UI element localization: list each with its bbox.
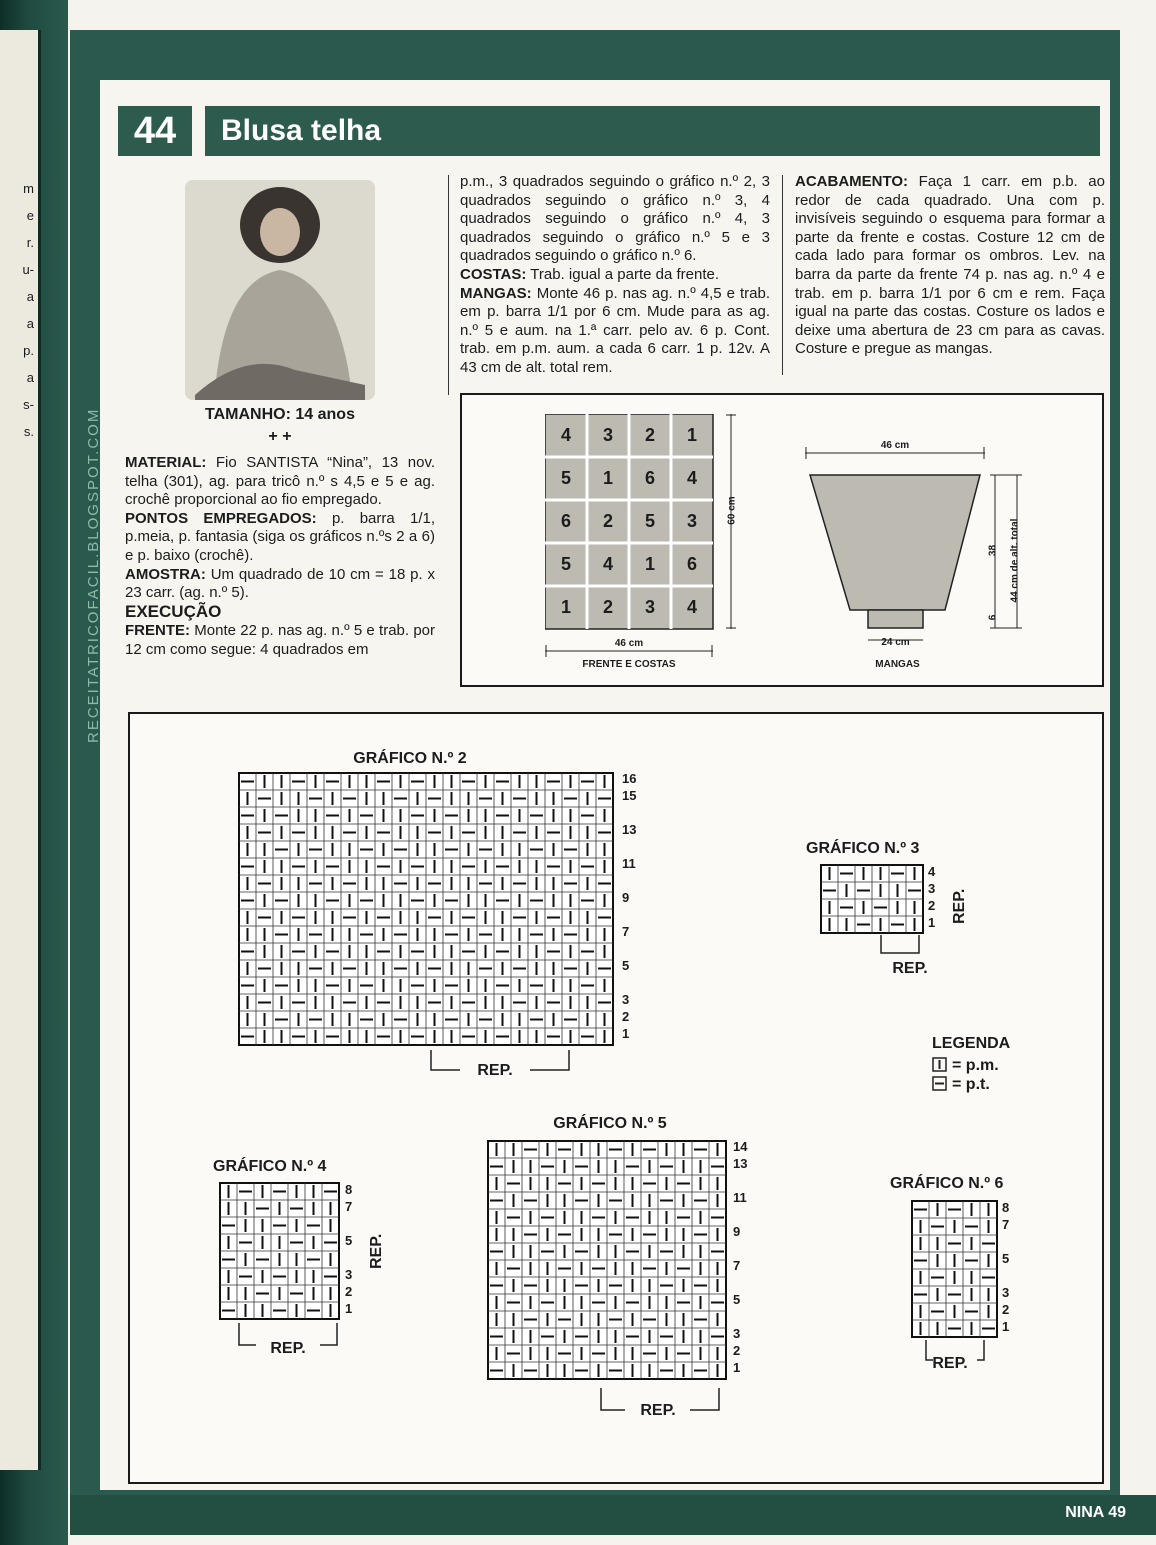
mangas-heading: MANGAS: — [460, 284, 532, 302]
chart-5-row-numbers — [733, 1138, 763, 1388]
chart-5-title: GRÁFICO N.º 5 — [553, 1115, 667, 1132]
front-square-number: 2 — [602, 511, 613, 531]
column-divider — [448, 175, 449, 395]
front-square-number: 4 — [686, 597, 697, 617]
chart-row-number: 7 — [622, 924, 630, 939]
chart-row-number: 3 — [1002, 1285, 1010, 1300]
material-text: Fio SANTISTA “Nina”, 13 nov. telha (301), ag. para tricô n.º s 4,5 e 5 e ag. crochê proporcional ao fio empregado. — [125, 454, 436, 509]
chart-3-row-numbers — [928, 863, 944, 933]
size-line: TAMANHO: 14 anos — [205, 406, 355, 423]
chart-row-number: 5 — [345, 1233, 353, 1248]
chart-row-number: 1 — [928, 915, 936, 930]
page-number: NINA 49 — [1065, 1504, 1126, 1521]
front-height-label: 60 cm — [726, 496, 738, 525]
chart-row-number: 16 — [622, 771, 637, 786]
front-square-number: 4 — [560, 425, 571, 445]
chart-row-number: 13 — [733, 1156, 748, 1171]
chart-5-rep-bracket — [600, 1388, 720, 1416]
front-square-number: 1 — [686, 425, 697, 445]
prev-letter: a — [26, 370, 34, 385]
chart-6-title: GRÁFICO N.º 6 — [890, 1175, 1004, 1192]
frente-text: Monte 22 p. nas ag. n.º 5 e trab. por 12 cm como segue: 4 quadrados em — [125, 622, 436, 658]
watermark: RECEITATRICOFACIL.BLOGSPOT.COM — [85, 407, 102, 743]
front-square-number: 1 — [602, 468, 613, 488]
amostra-text: Um quadrado de 10 cm = 18 p. x 23 carr. (ag. n.º 5). — [125, 565, 435, 602]
front-square-number: 2 — [602, 597, 613, 617]
front-square-number: 3 — [644, 597, 655, 617]
chart-row-number: 7 — [345, 1199, 353, 1214]
chart-row-number: 4 — [928, 864, 936, 879]
pontos-text: p. barra 1/1, p.meia, p. fantasia (siga os gráficos n.ºs 2 a 6) e p. baixo (crochê). — [125, 509, 435, 564]
sleeve-total-label: 44 cm de alt. total — [1009, 518, 1021, 603]
prev-letter: a — [26, 289, 34, 304]
chart-row-number: 3 — [733, 1326, 741, 1341]
chart-6-rep-bracket — [925, 1340, 985, 1366]
prev-letter: r. — [26, 235, 34, 250]
model-photo — [185, 180, 375, 400]
chart-row-number: 2 — [928, 898, 936, 913]
pontos-heading: PONTOS EMPREGADOS: — [125, 509, 317, 527]
frente-continued: p.m., 3 quadrados seguindo o gráfico n.º 2, 3 quadrados seguindo o gráfico n.º 3, 4 quadrados seguindo o gráfico n.º 4, 3 quadrados seguindo o gráfico n.º 5 e 3 quadrados seguindo o gráfico n.º 6. — [460, 173, 770, 265]
front-square-number: 1 — [644, 554, 655, 574]
amostra-heading: AMOSTRA: — [125, 565, 206, 583]
chart-row-number: 7 — [1002, 1217, 1010, 1232]
chart-row-number: 9 — [733, 1224, 741, 1239]
front-square-number: 5 — [560, 554, 571, 574]
chart-6-rep: REP. — [932, 1355, 968, 1372]
front-width-label: 46 cm — [614, 638, 644, 649]
material-heading: MATERIAL: — [125, 454, 207, 471]
chart-row-number: 8 — [345, 1182, 353, 1197]
front-square-number: 5 — [560, 468, 571, 488]
project-number: 44 — [118, 106, 192, 156]
execucao-heading: EXECUÇÃO — [125, 601, 222, 621]
chart-4-row-numbers — [345, 1181, 361, 1321]
front-square-number: 6 — [644, 468, 655, 488]
chart-row-number: 5 — [1002, 1251, 1010, 1266]
frente-heading: FRENTE: — [125, 622, 190, 640]
chart-row-number: 2 — [622, 1009, 630, 1024]
costas-heading: COSTAS: — [460, 265, 527, 283]
front-back-schematic — [545, 414, 725, 634]
legend — [932, 1057, 1062, 1097]
instructions-column-3 — [795, 173, 1105, 359]
chart-row-number: 11 — [622, 856, 636, 871]
chart-row-number: 3 — [622, 992, 630, 1007]
chart-2-rep-bracket — [430, 1050, 570, 1075]
chart-6-grid — [911, 1200, 998, 1343]
chart-row-number: 1 — [622, 1026, 630, 1041]
front-square-number: 1 — [560, 597, 571, 617]
chart-row-number: 1 — [733, 1360, 741, 1375]
chart-3-grid — [820, 864, 924, 939]
front-square-number: 5 — [644, 511, 655, 531]
front-square-number: 3 — [686, 511, 697, 531]
front-square-number: 6 — [686, 554, 697, 574]
acabamento-heading: ACABAMENTO: — [795, 173, 909, 190]
chart-row-number: 2 — [1002, 1302, 1010, 1317]
front-square-number: 3 — [602, 425, 613, 445]
chart-row-number: 15 — [622, 788, 637, 803]
chart-row-number: 5 — [733, 1292, 741, 1307]
chart-row-number: 9 — [622, 890, 630, 905]
prev-letter: a — [26, 316, 34, 331]
chart-6-row-numbers — [1002, 1199, 1018, 1339]
chart-5-rep: REP. — [640, 1402, 676, 1419]
chart-3-title: GRÁFICO N.º 3 — [806, 840, 920, 857]
front-caption: FRENTE E COSTAS — [582, 659, 676, 670]
sleeve-38-label: 38 — [987, 544, 999, 557]
chart-row-number: 2 — [345, 1284, 353, 1299]
chart-row-number: 1 — [345, 1301, 353, 1316]
prev-letter: s. — [23, 424, 34, 439]
chart-row-number: 13 — [622, 822, 637, 837]
page-footer — [70, 1495, 1156, 1535]
chart-2-grid — [238, 772, 614, 1051]
page-title: Blusa telha — [205, 106, 1100, 156]
chart-4-rep-side: REP. — [368, 1233, 385, 1269]
prev-letter: e — [26, 208, 34, 223]
sleeve-top-label: 46 cm — [880, 440, 910, 451]
sleeve-bottom-label: 24 cm — [881, 637, 910, 648]
chart-2-row-numbers — [622, 770, 652, 1050]
costas-text: Trab. igual a parte da frente. — [530, 265, 720, 283]
chart-2-rep: REP. — [477, 1062, 513, 1079]
acabamento-text: Faça 1 carr. em p.b. ao redor de cada quadrado. Una com p. invisíveis seguindo o esquema para formar a parte da frente e costas. Costure 12 cm de cada lado para formar os ombros. Lev. na barra da parte da frente 74 p. nas ag. n.º 4 e trab. em p. barra 1/1 por 6 cm e rem. Faça igual na parte das costas. Costure os lados e deixe uma abertura de 23 cm para as cavas. Costure e pregue as mangas. — [795, 173, 1105, 358]
instructions-column-1 — [125, 454, 435, 660]
chart-row-number: 8 — [1002, 1200, 1010, 1215]
chart-3-rep: REP. — [892, 960, 928, 977]
chart-row-number: 14 — [733, 1139, 748, 1154]
chart-4-grid — [219, 1182, 340, 1325]
instructions-column-2 — [460, 173, 770, 378]
chart-5-grid — [487, 1140, 727, 1385]
front-square-number: 2 — [644, 425, 655, 445]
sleeve-schematic — [805, 445, 1035, 645]
column-divider — [782, 175, 783, 375]
chart-4-rep-bracket — [238, 1323, 338, 1351]
legend-pt: = p.t. — [952, 1076, 990, 1093]
chart-4-title: GRÁFICO N.º 4 — [213, 1158, 327, 1175]
chart-4-rep: REP. — [270, 1340, 306, 1357]
chart-2-title: GRÁFICO N.º 2 — [353, 750, 467, 767]
chart-row-number: 3 — [928, 881, 936, 896]
sleeve-6-label: 6 — [987, 614, 999, 621]
prev-letter: s- — [23, 397, 34, 412]
chart-row-number: 7 — [733, 1258, 741, 1273]
prev-letter: m — [23, 181, 34, 196]
chart-3-rep-bracket — [880, 935, 920, 957]
chart-row-number: 11 — [733, 1190, 747, 1205]
mangas-text: Monte 46 p. nas ag. n.º 4,5 e trab. em p. barra 1/1 por 6 cm. Mude para as ag. n.º 5 e aum. na 1.ª carr. pelo av. 6 p. Cont. trab. em p.m. aum. a cada 6 carr. 1 p. 12v. A 43 cm de alt. total rem. — [460, 284, 770, 376]
chart-row-number: 1 — [1002, 1319, 1010, 1334]
chart-3-rep-side: REP. — [951, 888, 968, 924]
prev-letter: u- — [22, 262, 34, 277]
front-square-number: 4 — [686, 468, 697, 488]
chart-row-number: 3 — [345, 1267, 353, 1282]
front-square-number: 6 — [560, 511, 571, 531]
front-square-number: 4 — [602, 554, 613, 574]
prev-letter: p. — [23, 343, 34, 358]
difficulty-marker: + + — [268, 428, 292, 445]
chart-row-number: 5 — [622, 958, 630, 973]
sleeve-caption: MANGAS — [875, 659, 920, 670]
chart-row-number: 2 — [733, 1343, 741, 1358]
legend-pm: = p.m. — [952, 1057, 999, 1074]
previous-page-edge — [0, 30, 41, 1470]
legend-title: LEGENDA — [932, 1035, 1011, 1052]
